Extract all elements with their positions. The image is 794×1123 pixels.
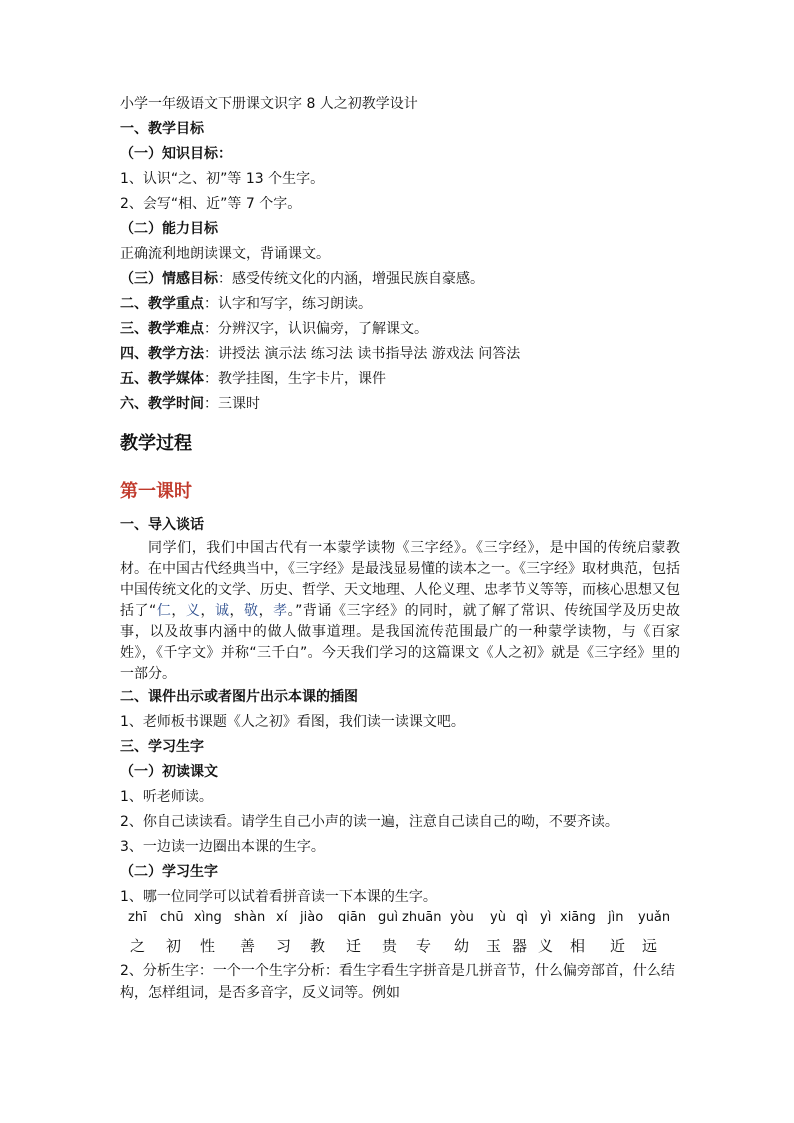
pinyin: jìn: [608, 910, 624, 925]
character: 相: [570, 937, 586, 955]
pinyin: yòu: [450, 910, 474, 925]
pinyin: xìng: [194, 910, 222, 925]
document-title: 小学一年级语文下册课文识字 8 人之初教学设计: [120, 96, 418, 112]
pinyin: jiào: [300, 910, 324, 925]
pinyin: zhuān: [402, 910, 442, 925]
lesson-plan-document: [120, 92, 680, 1004]
character: 初: [166, 937, 182, 955]
key-label: 二、教学重点: [120, 296, 204, 312]
emotion-goal: [120, 267, 680, 292]
virtue-word: 仁: [156, 603, 172, 619]
virtue-separator: ，: [171, 603, 186, 619]
virtue-word: 义: [185, 603, 201, 619]
character: 远: [642, 937, 658, 955]
pinyin: qiān: [338, 910, 367, 925]
goals-heading: 一、教学目标: [120, 121, 204, 137]
character: 近: [610, 937, 626, 955]
intro-paragraph: [120, 538, 680, 685]
first-read-heading: （一）初读课文: [120, 764, 218, 780]
courseware-heading: 二、课件出示或者图片出示本课的插图: [120, 689, 358, 705]
virtue-word: 诚: [214, 603, 230, 619]
intro-text-a: 同学们，我们中国古代有一本蒙学读物《三字经》。《三字经》，是中国的传统启蒙教材。在中国古代经典当中，《三字经》是最浅显易懂的读本之一。《三字经》取材典范，包括中国传统文化的文学、历史、哲学、天文地理、人伦义理、忠孝节义等等，而核心思想又包括了“: [120, 540, 680, 619]
analysis-text: 2、分析生字：一个一个生字分析：看生字看生字拼音是几拼音节，什么偏旁部首，什么结构，怎样组词，是否多音字，反义词等。例如: [120, 963, 675, 1001]
character: 善: [240, 937, 256, 955]
key-points: [120, 292, 680, 317]
character: 器: [512, 937, 528, 955]
intro-text-b: 。”背诵《三字经》的同时，就了解了常识、传统国学及历史故事，以及故事内涵中的做人做事道理。是我国流传范围最广的一种蒙学读物，与《百家姓》，《千字文》并称“三千白”。今天我们学习的这篇课文《人之初》就是《三字经》里的一部分。: [120, 603, 681, 682]
character: 教: [310, 937, 326, 955]
virtue-separator: ，: [229, 603, 245, 619]
time-label: 六、教学时间: [120, 396, 204, 412]
pinyin-row: [120, 910, 680, 935]
virtue-word: 敬: [244, 603, 259, 619]
key-text: ：认字和写字，练习朗读。: [204, 296, 372, 312]
media-text: ：教学挂图，生字卡片，课件: [204, 371, 386, 387]
pinyin: chū: [160, 910, 184, 925]
teaching-methods: [120, 342, 680, 367]
media-label: 五、教学媒体: [120, 371, 204, 387]
knowledge-item: 2、会写“相、近”等 7 个字。: [120, 196, 302, 212]
character: 性: [200, 937, 216, 955]
emotion-label: （三）情感目标: [120, 271, 218, 287]
character: 习: [276, 937, 292, 955]
character-row: [120, 935, 680, 960]
difficulties: [120, 317, 680, 342]
character: 专: [416, 937, 432, 955]
learn-chars-heading: （二）学习生字: [120, 864, 218, 880]
character: 义: [538, 937, 554, 955]
pinyin: yì: [540, 910, 552, 925]
difficulty-text: ：分辨汉字，认识偏旁，了解课文。: [204, 321, 428, 337]
lesson1-heading: 第一课时: [120, 481, 192, 502]
ability-text: 正确流利地朗读课文，背诵课文。: [120, 246, 330, 262]
knowledge-item: 1、认识“之、初”等 13 个生字。: [120, 171, 325, 187]
pinyin: shàn: [234, 910, 266, 925]
virtue-separator: ，: [258, 603, 274, 619]
pinyin: zhī: [128, 910, 147, 925]
intro-heading: 一、导入谈话: [120, 517, 204, 533]
method-text: ：讲授法 演示法 练习法 读书指导法 游戏法 问答法: [204, 346, 521, 362]
character: 玉: [486, 937, 502, 955]
first-read-item: 3、一边读一边圈出本课的生字。: [120, 839, 325, 855]
character: 幼: [454, 937, 470, 955]
emotion-text: ：感受传统文化的内涵，增强民族自豪感。: [218, 271, 484, 287]
virtue-separator: ，: [200, 603, 215, 619]
first-read-item: 2、你自己读读看。请学生自己小声的读一遍，注意自己读自己的呦，不要齐读。: [120, 814, 619, 830]
knowledge-heading: （一）知识目标：: [120, 146, 232, 162]
pinyin: guì: [378, 910, 399, 925]
first-read-item: 1、听老师读。: [120, 789, 213, 805]
teaching-media: [120, 367, 680, 392]
pinyin: yù: [490, 910, 506, 925]
time-text: ：三课时: [204, 396, 260, 412]
virtue-word: 孝: [273, 603, 288, 619]
ability-heading: （二）能力目标: [120, 221, 218, 237]
teaching-time: [120, 392, 680, 417]
pinyin: xí: [276, 910, 288, 925]
learn-chars-item: 1、哪一位同学可以试着看拼音读一下本课的生字。: [120, 889, 437, 905]
character: 迁: [346, 937, 362, 955]
pinyin: qì: [516, 910, 528, 925]
courseware-item: 1、老师板书课题《人之初》看图，我们读一读课文吧。: [120, 714, 465, 730]
pinyin: yuǎn: [638, 910, 671, 925]
method-label: 四、教学方法: [120, 346, 204, 362]
character: 之: [130, 937, 146, 955]
learn-heading: 三、学习生字: [120, 739, 204, 755]
pinyin: xiāng: [560, 910, 596, 925]
process-heading: 教学过程: [120, 433, 192, 454]
difficulty-label: 三、教学难点: [120, 321, 204, 337]
character: 贵: [382, 937, 398, 955]
